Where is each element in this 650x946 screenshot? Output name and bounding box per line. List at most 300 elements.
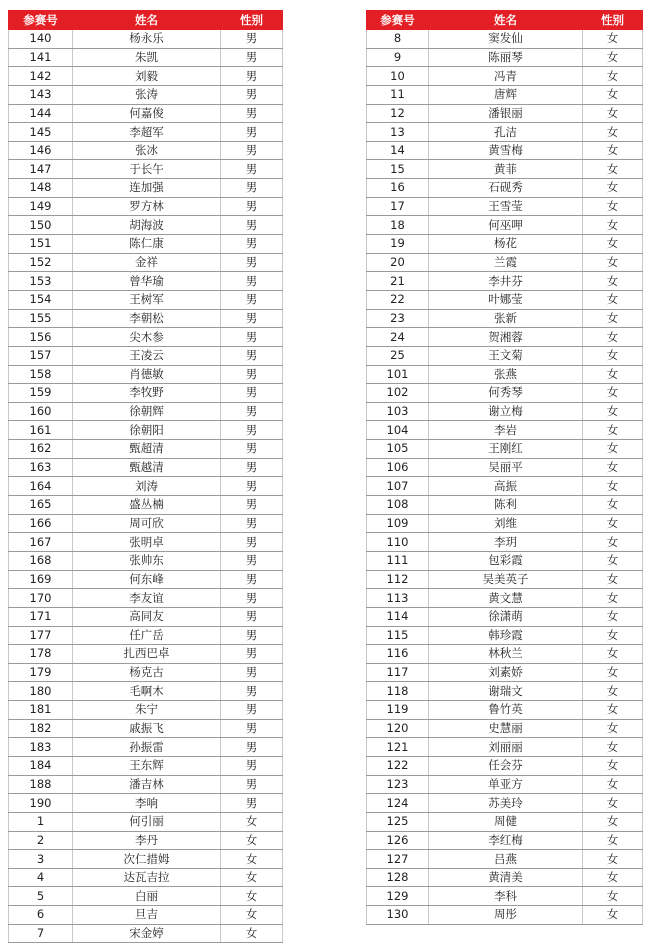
cell-gender: 女 <box>583 663 643 682</box>
cell-name: 张新 <box>429 309 583 328</box>
table-row <box>367 421 643 440</box>
cell-gender: 男 <box>221 309 283 328</box>
cell-gender: 男 <box>221 67 283 86</box>
cell-number: 9 <box>367 48 429 67</box>
cell-name: 包彩霞 <box>429 551 583 570</box>
cell-number: 171 <box>9 607 73 626</box>
cell-gender: 女 <box>583 868 643 887</box>
cell-name: 旦吉 <box>73 906 221 925</box>
table-row <box>9 850 283 869</box>
cell-number: 106 <box>367 458 429 477</box>
table-row <box>367 906 643 925</box>
table-row <box>9 831 283 850</box>
cell-gender: 男 <box>221 346 283 365</box>
table-row <box>9 216 283 235</box>
cell-name: 朱凯 <box>73 48 221 67</box>
table-row <box>367 514 643 533</box>
cell-number: 151 <box>9 235 73 254</box>
table-row <box>367 887 643 906</box>
cell-name: 甄超清 <box>73 440 221 459</box>
cell-name: 陈丽琴 <box>429 48 583 67</box>
cell-number: 142 <box>9 67 73 86</box>
cell-name: 周彤 <box>429 906 583 925</box>
cell-number: 127 <box>367 850 429 869</box>
cell-name: 陈仁康 <box>73 235 221 254</box>
table-row <box>9 365 283 384</box>
cell-gender: 男 <box>221 30 283 49</box>
table-row <box>367 719 643 738</box>
cell-name: 杨永乐 <box>73 30 221 49</box>
cell-gender: 女 <box>583 216 643 235</box>
cell-name: 甄越清 <box>73 458 221 477</box>
cell-name: 曾华瑜 <box>73 272 221 291</box>
cell-name: 黄雪梅 <box>429 141 583 160</box>
table-row <box>367 365 643 384</box>
cell-number: 7 <box>9 924 73 943</box>
cell-number: 164 <box>9 477 73 496</box>
roster-table-left <box>8 10 283 943</box>
table-row <box>367 812 643 831</box>
table-row <box>9 645 283 664</box>
cell-gender: 男 <box>221 533 283 552</box>
table-row <box>367 328 643 347</box>
cell-gender: 女 <box>583 701 643 720</box>
cell-number: 8 <box>367 30 429 49</box>
cell-number: 165 <box>9 496 73 515</box>
header-gender: 性别 <box>221 11 283 30</box>
cell-number: 16 <box>367 179 429 198</box>
cell-gender: 男 <box>221 104 283 123</box>
cell-name: 毛啊木 <box>73 682 221 701</box>
cell-number: 170 <box>9 589 73 608</box>
cell-number: 25 <box>367 346 429 365</box>
cell-gender: 男 <box>221 85 283 104</box>
cell-number: 109 <box>367 514 429 533</box>
cell-gender: 男 <box>221 682 283 701</box>
cell-gender: 男 <box>221 272 283 291</box>
cell-gender: 男 <box>221 719 283 738</box>
cell-gender: 男 <box>221 48 283 67</box>
cell-name: 何巫呷 <box>429 216 583 235</box>
cell-name: 韩珍霞 <box>429 626 583 645</box>
cell-name: 宋金婷 <box>73 924 221 943</box>
cell-name: 肖德敏 <box>73 365 221 384</box>
table-row <box>9 290 283 309</box>
cell-name: 张涛 <box>73 85 221 104</box>
cell-gender: 男 <box>221 701 283 720</box>
cell-number: 166 <box>9 514 73 533</box>
cell-name: 高振 <box>429 477 583 496</box>
cell-number: 21 <box>367 272 429 291</box>
cell-number: 153 <box>9 272 73 291</box>
cell-number: 158 <box>9 365 73 384</box>
cell-name: 窦发仙 <box>429 30 583 49</box>
cell-name: 李丹 <box>73 831 221 850</box>
cell-name: 罗方林 <box>73 197 221 216</box>
table-row <box>9 123 283 142</box>
cell-gender: 女 <box>583 253 643 272</box>
cell-number: 126 <box>367 831 429 850</box>
cell-name: 李朝松 <box>73 309 221 328</box>
table-row <box>367 850 643 869</box>
cell-number: 143 <box>9 85 73 104</box>
cell-name: 王凌云 <box>73 346 221 365</box>
cell-name: 徐朝辉 <box>73 402 221 421</box>
cell-gender: 女 <box>583 589 643 608</box>
cell-gender: 男 <box>221 384 283 403</box>
cell-number: 11 <box>367 85 429 104</box>
cell-number: 156 <box>9 328 73 347</box>
cell-name: 何东峰 <box>73 570 221 589</box>
cell-name: 孙振雷 <box>73 738 221 757</box>
cell-number: 19 <box>367 235 429 254</box>
cell-gender: 女 <box>583 533 643 552</box>
cell-number: 4 <box>9 868 73 887</box>
table-body <box>367 30 643 925</box>
cell-gender: 女 <box>583 48 643 67</box>
cell-name: 刘素娇 <box>429 663 583 682</box>
cell-gender: 女 <box>583 831 643 850</box>
cell-name: 黄菲 <box>429 160 583 179</box>
table-row <box>9 235 283 254</box>
cell-number: 148 <box>9 179 73 198</box>
cell-number: 168 <box>9 551 73 570</box>
cell-number: 14 <box>367 141 429 160</box>
cell-number: 6 <box>9 906 73 925</box>
cell-number: 124 <box>367 794 429 813</box>
cell-name: 李岩 <box>429 421 583 440</box>
cell-gender: 男 <box>221 496 283 515</box>
cell-number: 157 <box>9 346 73 365</box>
cell-name: 达瓦吉拉 <box>73 868 221 887</box>
cell-gender: 女 <box>583 496 643 515</box>
table-row <box>367 104 643 123</box>
table-row <box>9 346 283 365</box>
cell-name: 张明卓 <box>73 533 221 552</box>
table-row <box>9 85 283 104</box>
cell-number: 128 <box>367 868 429 887</box>
cell-gender: 男 <box>221 458 283 477</box>
table-row <box>9 589 283 608</box>
cell-gender: 男 <box>221 402 283 421</box>
cell-number: 108 <box>367 496 429 515</box>
table-row <box>9 812 283 831</box>
cell-gender: 女 <box>583 440 643 459</box>
cell-number: 13 <box>367 123 429 142</box>
cell-name: 贺湘蓉 <box>429 328 583 347</box>
cell-gender: 男 <box>221 123 283 142</box>
cell-number: 111 <box>367 551 429 570</box>
cell-name: 王雪莹 <box>429 197 583 216</box>
cell-number: 178 <box>9 645 73 664</box>
cell-gender: 女 <box>583 756 643 775</box>
cell-gender: 男 <box>221 440 283 459</box>
table-row <box>9 738 283 757</box>
cell-name: 盛丛楠 <box>73 496 221 515</box>
cell-name: 徐潇萌 <box>429 607 583 626</box>
table-row <box>367 30 643 49</box>
cell-name: 杨花 <box>429 235 583 254</box>
table-row <box>367 533 643 552</box>
cell-name: 陈利 <box>429 496 583 515</box>
table-row <box>9 756 283 775</box>
table-row <box>367 589 643 608</box>
cell-name: 张冰 <box>73 141 221 160</box>
cell-name: 金祥 <box>73 253 221 272</box>
cell-number: 117 <box>367 663 429 682</box>
table-row <box>367 496 643 515</box>
table-row <box>367 123 643 142</box>
cell-gender: 男 <box>221 160 283 179</box>
table-header <box>367 11 643 30</box>
cell-name: 林秋兰 <box>429 645 583 664</box>
cell-gender: 女 <box>583 290 643 309</box>
table-row <box>9 514 283 533</box>
cell-name: 任广岳 <box>73 626 221 645</box>
table-row <box>9 775 283 794</box>
table-row <box>367 290 643 309</box>
cell-number: 159 <box>9 384 73 403</box>
table-row <box>367 682 643 701</box>
cell-number: 122 <box>367 756 429 775</box>
table-row <box>367 346 643 365</box>
cell-number: 190 <box>9 794 73 813</box>
cell-gender: 男 <box>221 179 283 198</box>
table-row <box>367 272 643 291</box>
cell-gender: 男 <box>221 551 283 570</box>
cell-gender: 男 <box>221 235 283 254</box>
cell-gender: 女 <box>583 104 643 123</box>
cell-number: 17 <box>367 197 429 216</box>
cell-name: 朱宁 <box>73 701 221 720</box>
cell-name: 高同友 <box>73 607 221 626</box>
cell-name: 吕燕 <box>429 850 583 869</box>
cell-gender: 女 <box>583 551 643 570</box>
cell-name: 李玥 <box>429 533 583 552</box>
cell-number: 183 <box>9 738 73 757</box>
cell-number: 155 <box>9 309 73 328</box>
cell-gender: 男 <box>221 197 283 216</box>
cell-number: 2 <box>9 831 73 850</box>
cell-gender: 女 <box>583 309 643 328</box>
cell-name: 吴美英子 <box>429 570 583 589</box>
cell-gender: 男 <box>221 794 283 813</box>
table-row <box>367 141 643 160</box>
cell-name: 次仁措姆 <box>73 850 221 869</box>
cell-name: 李牧野 <box>73 384 221 403</box>
cell-gender: 女 <box>583 272 643 291</box>
cell-gender: 男 <box>221 328 283 347</box>
cell-gender: 男 <box>221 645 283 664</box>
cell-gender: 女 <box>583 794 643 813</box>
cell-number: 154 <box>9 290 73 309</box>
cell-name: 何嘉俊 <box>73 104 221 123</box>
cell-number: 149 <box>9 197 73 216</box>
cell-name: 尖木参 <box>73 328 221 347</box>
cell-number: 3 <box>9 850 73 869</box>
cell-number: 180 <box>9 682 73 701</box>
table-row <box>367 626 643 645</box>
cell-number: 104 <box>367 421 429 440</box>
cell-number: 160 <box>9 402 73 421</box>
cell-number: 115 <box>367 626 429 645</box>
table-row <box>9 924 283 943</box>
cell-name: 何引丽 <box>73 812 221 831</box>
cell-gender: 男 <box>221 290 283 309</box>
header-gender: 性别 <box>583 11 643 30</box>
cell-name: 黄文慧 <box>429 589 583 608</box>
table-row <box>9 440 283 459</box>
cell-name: 谢立梅 <box>429 402 583 421</box>
cell-name: 冯青 <box>429 67 583 86</box>
cell-number: 103 <box>367 402 429 421</box>
roster-table-right <box>366 10 643 925</box>
cell-name: 胡海波 <box>73 216 221 235</box>
table-row <box>9 533 283 552</box>
cell-gender: 男 <box>221 477 283 496</box>
cell-name: 王东辉 <box>73 756 221 775</box>
cell-number: 162 <box>9 440 73 459</box>
table-row <box>9 160 283 179</box>
table-row <box>367 253 643 272</box>
cell-number: 141 <box>9 48 73 67</box>
table-row <box>9 328 283 347</box>
cell-name: 连加强 <box>73 179 221 198</box>
table-row <box>367 402 643 421</box>
cell-number: 169 <box>9 570 73 589</box>
cell-gender: 女 <box>583 812 643 831</box>
table-row <box>9 794 283 813</box>
cell-gender: 女 <box>583 645 643 664</box>
table-row <box>367 831 643 850</box>
cell-number: 113 <box>367 589 429 608</box>
cell-number: 140 <box>9 30 73 49</box>
table-row <box>367 85 643 104</box>
cell-number: 23 <box>367 309 429 328</box>
cell-number: 125 <box>367 812 429 831</box>
cell-name: 扎西巴卓 <box>73 645 221 664</box>
cell-number: 150 <box>9 216 73 235</box>
cell-number: 184 <box>9 756 73 775</box>
cell-name: 刘丽丽 <box>429 738 583 757</box>
cell-gender: 女 <box>221 831 283 850</box>
cell-number: 118 <box>367 682 429 701</box>
cell-name: 李友谊 <box>73 589 221 608</box>
table-row <box>367 458 643 477</box>
cell-number: 22 <box>367 290 429 309</box>
cell-number: 101 <box>367 365 429 384</box>
cell-gender: 男 <box>221 607 283 626</box>
cell-number: 129 <box>367 887 429 906</box>
table-row <box>367 701 643 720</box>
table-row <box>367 570 643 589</box>
cell-gender: 女 <box>221 906 283 925</box>
table-row <box>367 663 643 682</box>
cell-gender: 女 <box>583 477 643 496</box>
table-row <box>9 607 283 626</box>
cell-number: 12 <box>367 104 429 123</box>
table-row <box>367 607 643 626</box>
cell-name: 徐朝阳 <box>73 421 221 440</box>
table-row <box>367 384 643 403</box>
cell-gender: 女 <box>583 328 643 347</box>
cell-gender: 男 <box>221 756 283 775</box>
cell-gender: 女 <box>583 402 643 421</box>
cell-name: 苏美玲 <box>429 794 583 813</box>
cell-gender: 女 <box>583 85 643 104</box>
cell-gender: 女 <box>583 365 643 384</box>
table-row <box>9 141 283 160</box>
table-row <box>9 868 283 887</box>
cell-number: 163 <box>9 458 73 477</box>
cell-gender: 女 <box>583 906 643 925</box>
cell-number: 114 <box>367 607 429 626</box>
cell-name: 李超军 <box>73 123 221 142</box>
table-row <box>9 67 283 86</box>
cell-name: 周可欣 <box>73 514 221 533</box>
cell-number: 116 <box>367 645 429 664</box>
table-row <box>367 756 643 775</box>
cell-name: 任会芬 <box>429 756 583 775</box>
table-row <box>9 701 283 720</box>
cell-gender: 女 <box>583 682 643 701</box>
table-row <box>9 682 283 701</box>
cell-name: 兰霞 <box>429 253 583 272</box>
cell-gender: 男 <box>221 626 283 645</box>
cell-number: 145 <box>9 123 73 142</box>
cell-name: 王树军 <box>73 290 221 309</box>
cell-number: 182 <box>9 719 73 738</box>
cell-name: 刘涛 <box>73 477 221 496</box>
cell-number: 130 <box>367 906 429 925</box>
cell-name: 李井芬 <box>429 272 583 291</box>
cell-number: 112 <box>367 570 429 589</box>
table-row <box>9 887 283 906</box>
table-row <box>9 496 283 515</box>
cell-number: 20 <box>367 253 429 272</box>
table-row <box>367 440 643 459</box>
cell-number: 18 <box>367 216 429 235</box>
cell-gender: 女 <box>583 887 643 906</box>
cell-number: 5 <box>9 887 73 906</box>
table-row <box>9 402 283 421</box>
header-name: 姓名 <box>73 11 221 30</box>
cell-name: 王刚红 <box>429 440 583 459</box>
cell-number: 1 <box>9 812 73 831</box>
cell-gender: 女 <box>583 570 643 589</box>
table-row <box>9 421 283 440</box>
table-row <box>9 906 283 925</box>
table-row <box>9 663 283 682</box>
cell-gender: 女 <box>583 384 643 403</box>
table-row <box>9 253 283 272</box>
cell-number: 177 <box>9 626 73 645</box>
table-row <box>9 309 283 328</box>
cell-gender: 男 <box>221 141 283 160</box>
header-name: 姓名 <box>429 11 583 30</box>
cell-name: 石砚秀 <box>429 179 583 198</box>
cell-number: 188 <box>9 775 73 794</box>
table-row <box>9 48 283 67</box>
table-row <box>367 197 643 216</box>
cell-name: 戚振飞 <box>73 719 221 738</box>
cell-name: 刘维 <box>429 514 583 533</box>
cell-number: 24 <box>367 328 429 347</box>
cell-name: 李红梅 <box>429 831 583 850</box>
cell-number: 161 <box>9 421 73 440</box>
cell-gender: 女 <box>583 141 643 160</box>
cell-gender: 女 <box>583 346 643 365</box>
